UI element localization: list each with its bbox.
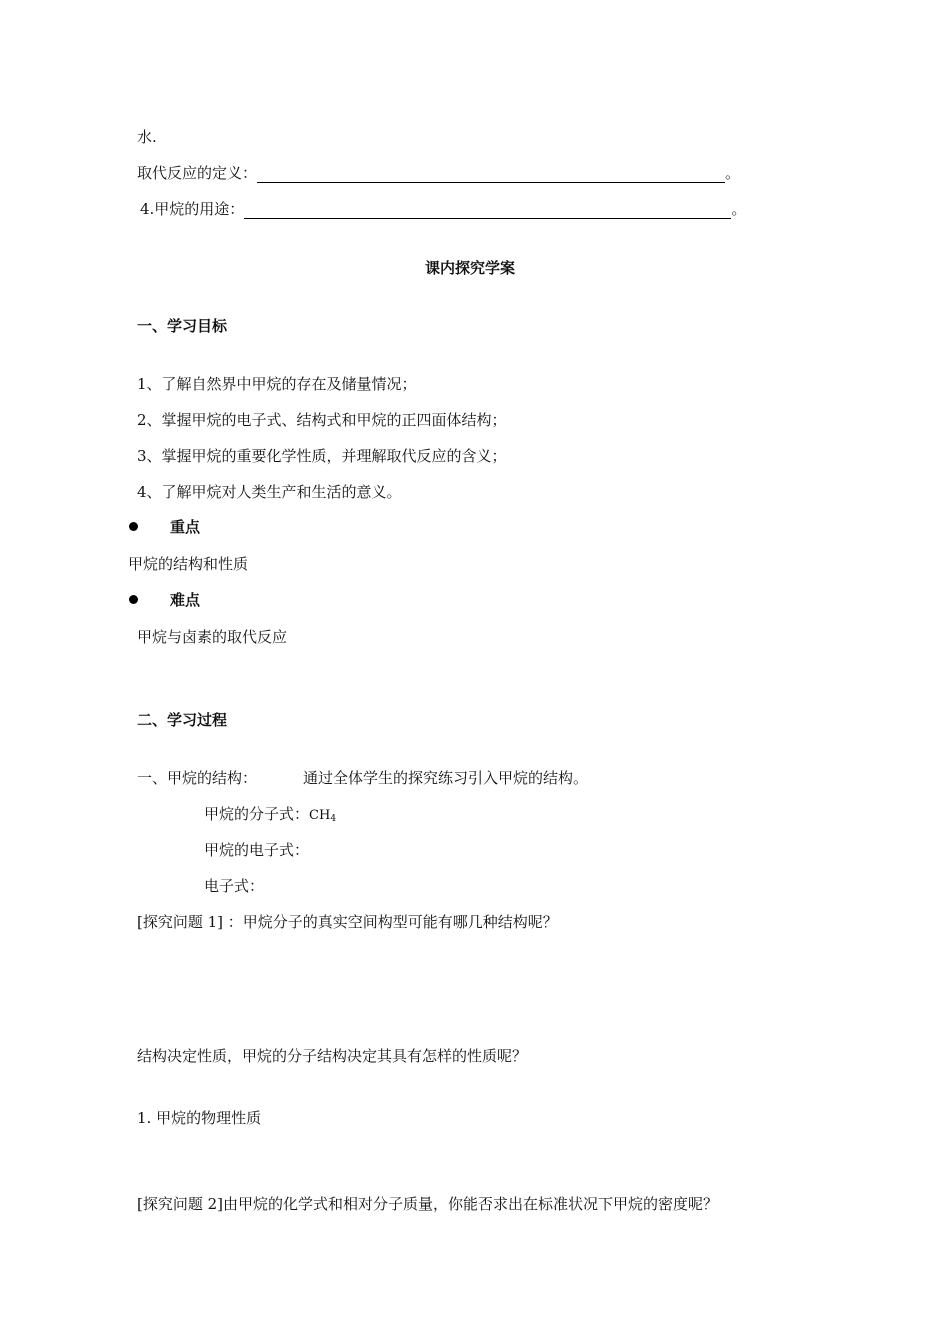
goal-item-2: 2、掌握甲烷的电子式、结构式和甲烷的正四面体结构； [137, 411, 507, 429]
physical-properties-text: 1. 甲烷的物理性质 [137, 1109, 262, 1127]
section-title: 课内探究学案 [425, 259, 516, 277]
key-text: 甲烷的结构和性质 [128, 555, 249, 573]
goal-item-1: 1、了解自然界中甲烷的存在及储量情况； [137, 375, 417, 393]
formula-sub: 4 [330, 814, 337, 824]
difficult-text: 甲烷与卤素的取代反应 [137, 628, 288, 646]
key-label: 重点 [170, 518, 201, 536]
molecular-formula-label: 甲烷的分子式： [204, 805, 310, 823]
process-heading: 二、学习过程 [137, 711, 228, 729]
question-2: [探究问题 2]由甲烷的化学式和相对分子质量，你能否求出在标准状况下甲烷的密度呢？ [137, 1195, 719, 1213]
bullet-icon [129, 522, 138, 531]
formula-main: CH [309, 808, 331, 823]
question-1: [探究问题 1] ：甲烷分子的真实空间构型可能有哪几种结构呢？ [137, 913, 558, 931]
goals-heading: 一、学习目标 [137, 317, 228, 335]
uses-end: 。 [731, 200, 747, 218]
uses-line [140, 199, 746, 219]
electron-formula-label: 甲烷的电子式： [204, 841, 310, 859]
electron-label: 电子式： [204, 877, 265, 895]
definition-line [137, 163, 740, 183]
definition-end: 。 [725, 164, 741, 182]
uses-blank[interactable] [244, 202, 731, 219]
goal-item-3: 3、掌握甲烷的重要化学性质，并理解取代反应的含义； [137, 447, 507, 465]
goal-item-4: 4、了解甲烷对人类生产和生活的意义。 [137, 483, 402, 501]
water-tail-text: 水. [137, 128, 157, 146]
structure-label: 一、甲烷的结构： [137, 769, 258, 787]
uses-label: 4.甲烷的用途： [140, 200, 245, 218]
molecular-formula-line [204, 804, 336, 829]
structure-property-text: 结构决定性质，甲烷的分子结构决定其具有怎样的性质呢？ [137, 1047, 528, 1065]
structure-text: 通过全体学生的探究练习引入甲烷的结构。 [303, 769, 589, 787]
difficult-label: 难点 [170, 591, 201, 609]
definition-blank[interactable] [257, 166, 725, 183]
bullet-icon [129, 595, 138, 604]
definition-label: 取代反应的定义： [137, 164, 258, 182]
